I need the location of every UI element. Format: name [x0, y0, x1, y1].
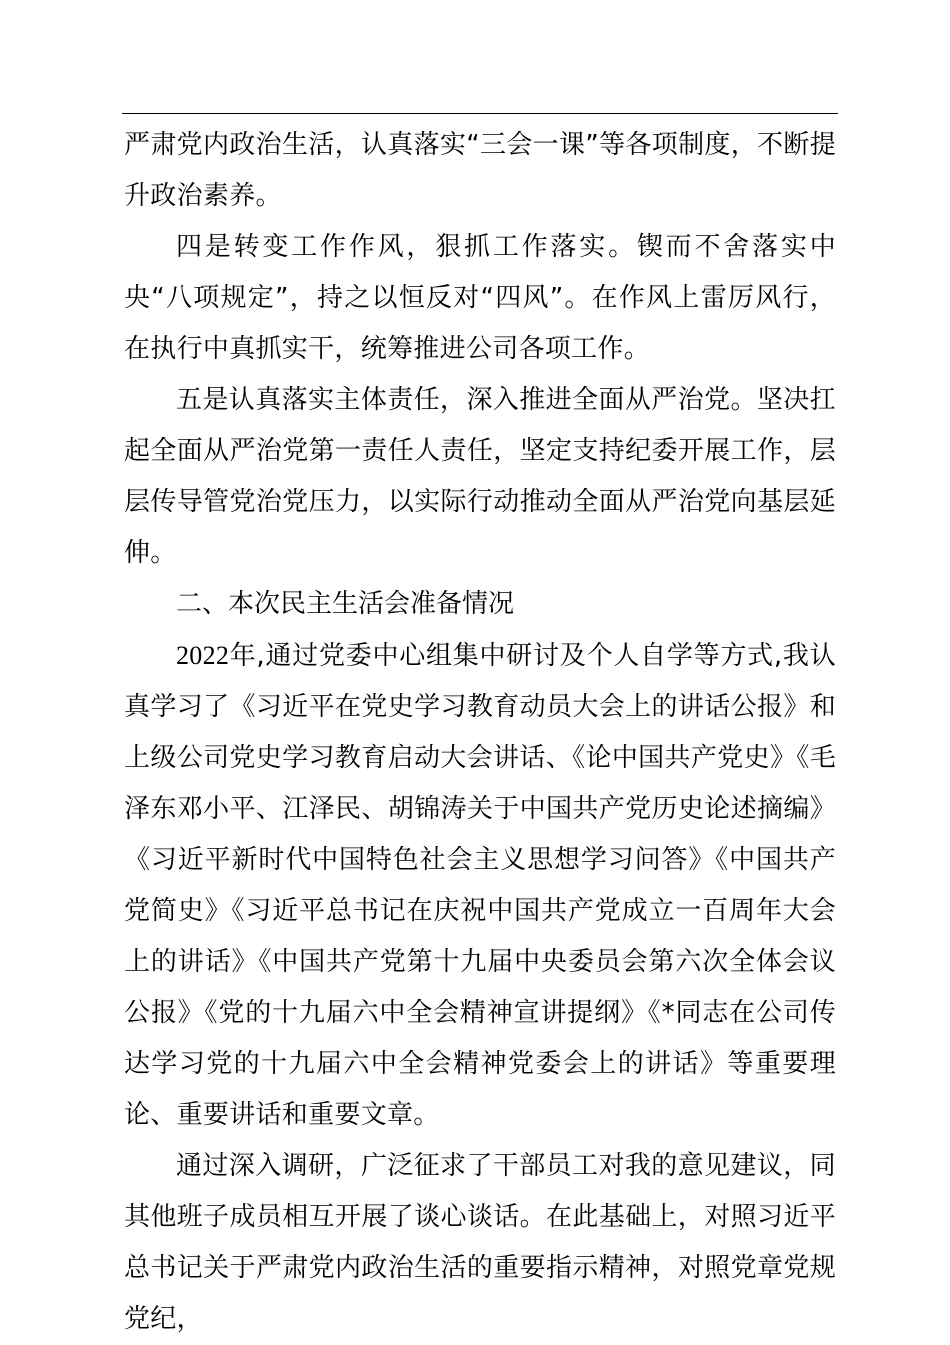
year-text: 2022 [176, 641, 230, 670]
document-body [124, 120, 836, 1345]
paragraph-continued: 严肃党内政治生活，认真落实“三会一课”等各项制度，不断提升政治素养。 [124, 130, 836, 211]
header-rule [122, 113, 838, 114]
section-heading: 二、本次民主生活会准备情况 [176, 589, 515, 619]
study-text: 年,通过党委中心组集中研讨及个人自学等方式,我认真学习了《习近平在党史学习教育动员大会上的讲话公报》和上级公司党史学习教育启动大会讲话、《论中国共产党史》《毛泽东邓小平、江泽民、胡锦涛关于中国共产党历史论述摘编》《习近平新时代中国特色社会主义思想学习问答》《中国共产党简史》《习近平总书记在庆祝中国共产党成立一百周年大会上的讲话》《中国共产党第十九届中央委员会第六次全体会议公报》《党的十九届六中全会精神宣讲提纲》《*同志在公司传达学习党的十九届六中全会精神党委会上的讲话》等重要理论、重要讲话和重要文章。 [124, 641, 836, 1130]
paragraph-work-style: 四是转变工作作风，狠抓工作落实。锲而不舍落实中央“八项规定”，持之以恒反对“四风”。在作风上雷厉风行，在执行中真抓实干，统筹推进公司各项工作。 [124, 232, 836, 364]
paragraph-study [124, 630, 836, 1141]
paragraph-responsibility: 五是认真落实主体责任，深入推进全面从严治党。坚决扛起全面从严治党第一责任人责任，坚定支持纪委开展工作，层层传导管党治党压力，以实际行动推动全面从严治党向基层延伸。 [124, 385, 836, 568]
paragraph-research: 通过深入调研，广泛征求了干部员工对我的意见建议，同其他班子成员相互开展了谈心谈话。在此基础上，对照习近平总书记关于严肃党内政治生活的重要指示精神，对照党章党规党纪， [124, 1151, 836, 1334]
